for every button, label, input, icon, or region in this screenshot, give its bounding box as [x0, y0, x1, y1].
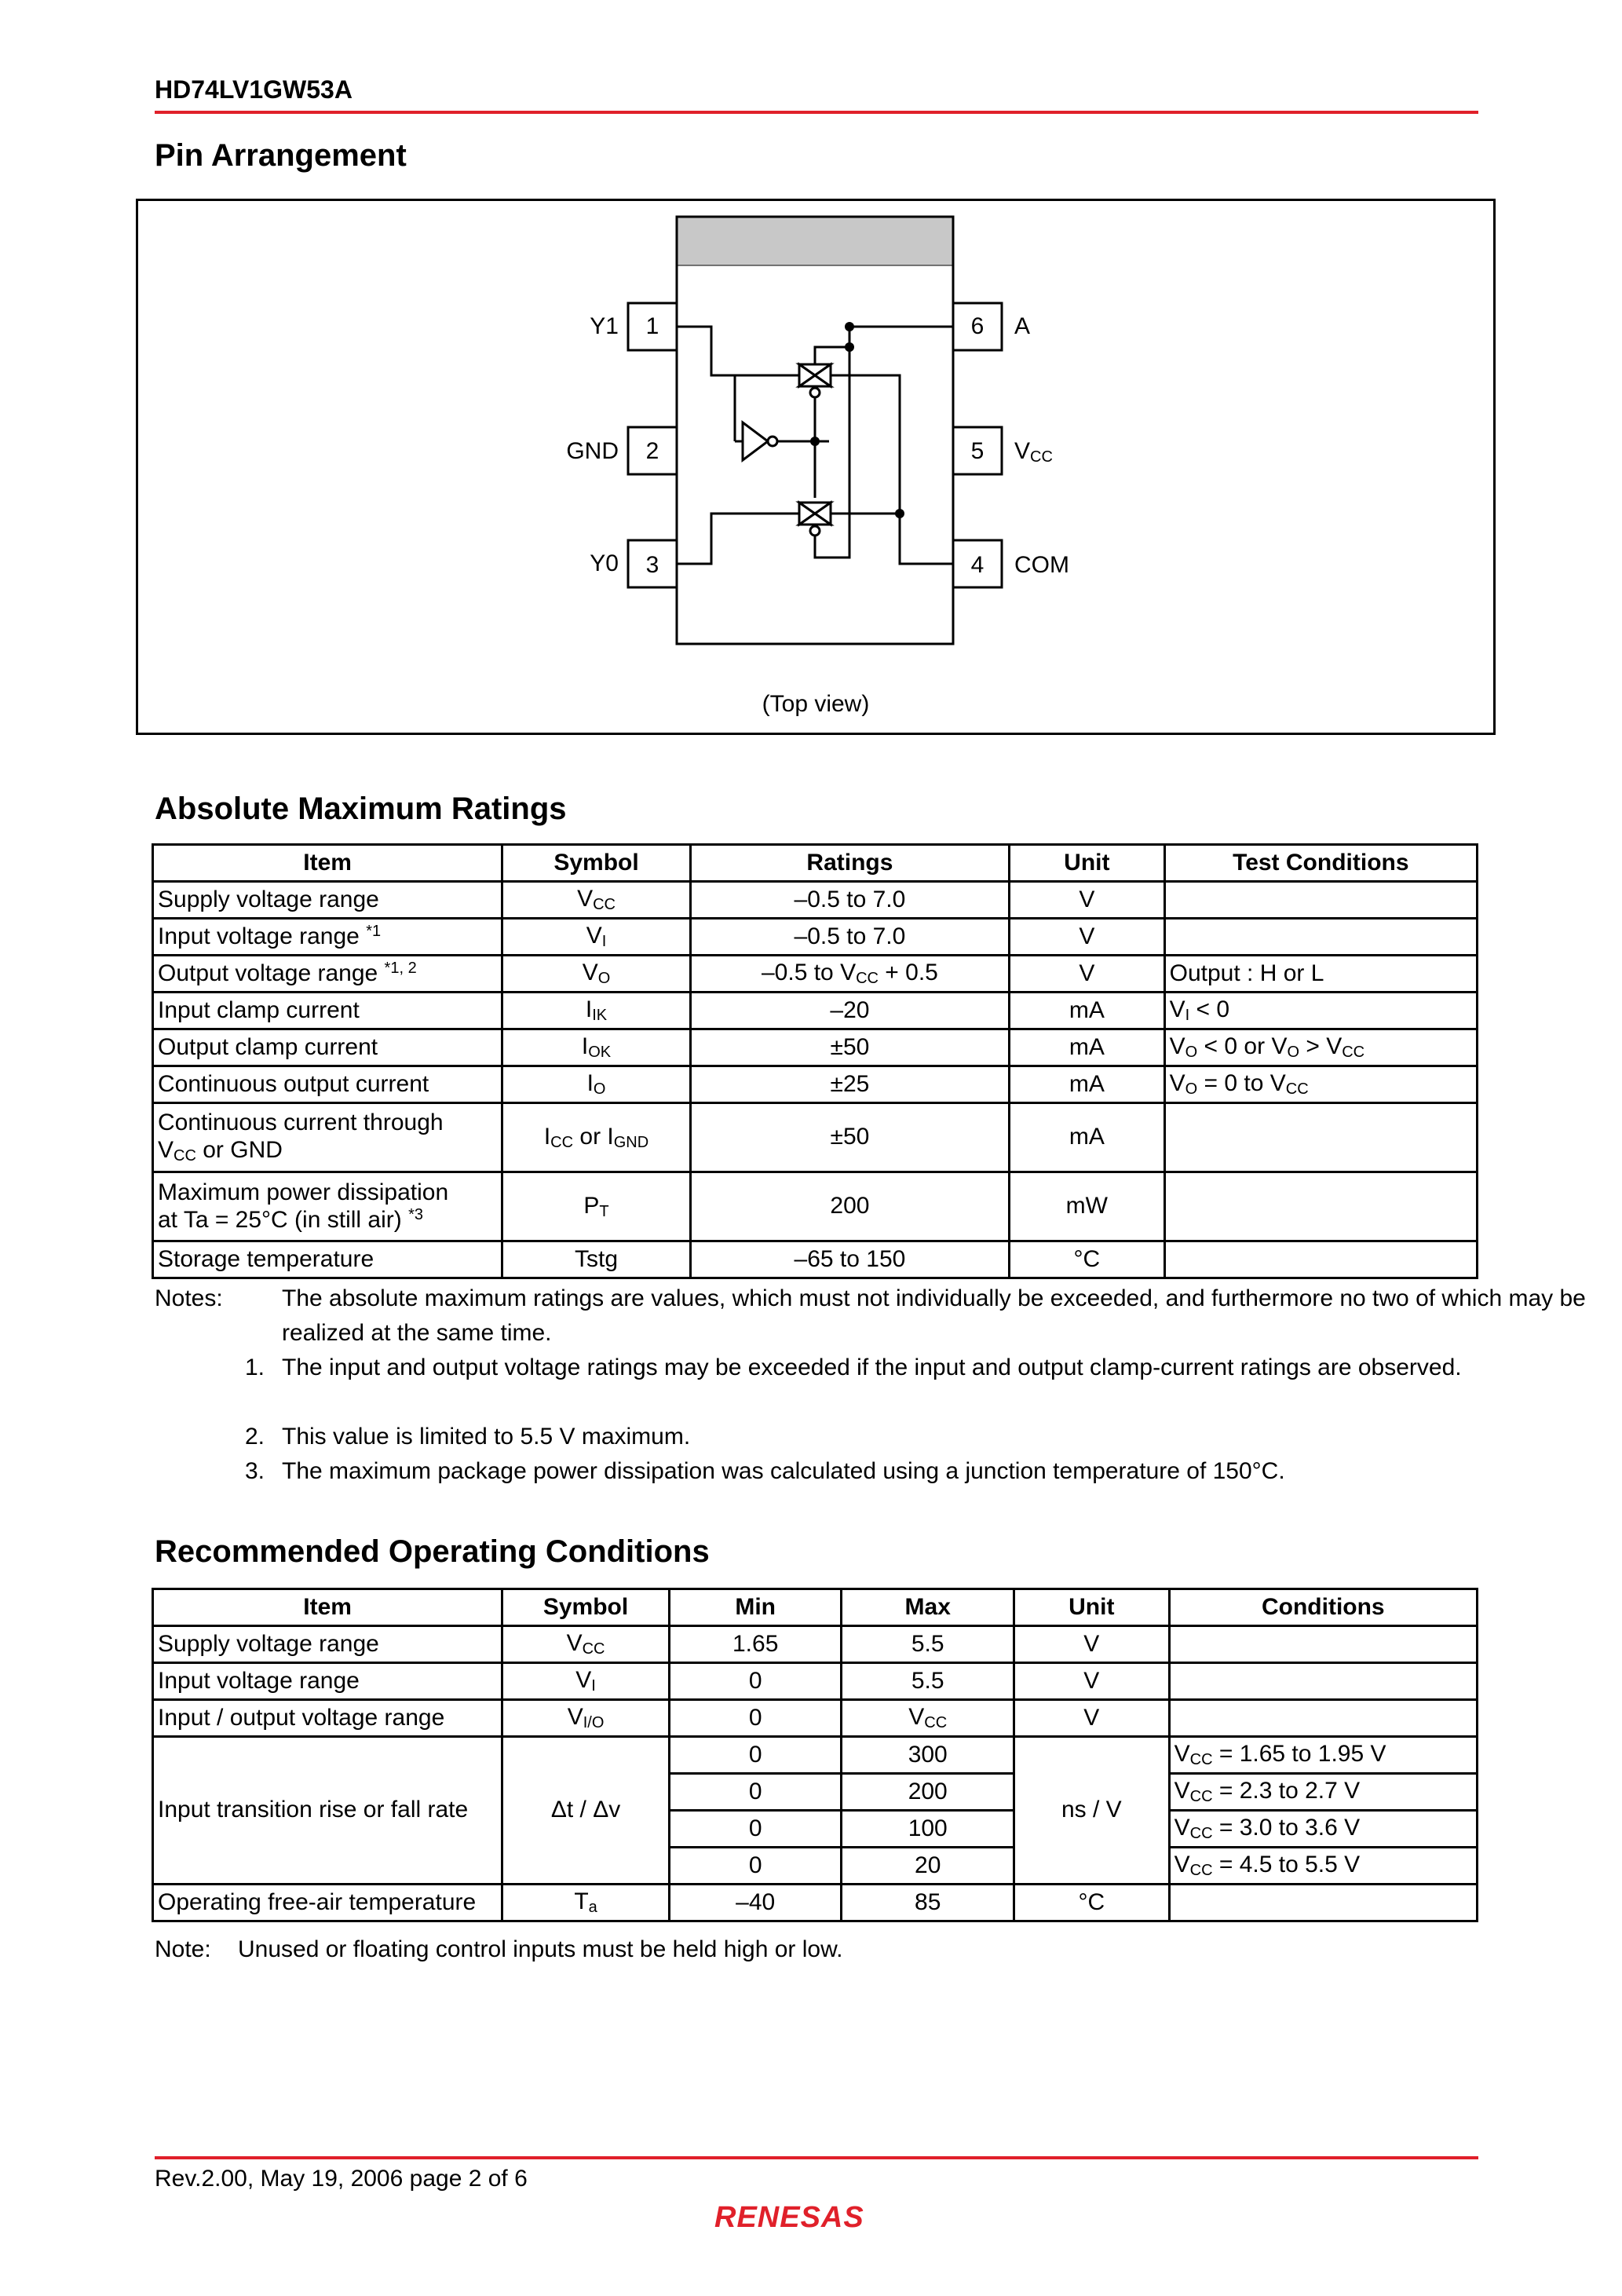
note-number: 3.: [244, 1458, 265, 1484]
table-row: [153, 1066, 1478, 1103]
symbol-cell: Tstg: [502, 1241, 691, 1278]
max-cell: 300: [842, 1737, 1014, 1774]
table-row: [153, 1103, 1478, 1172]
rating-cell: –20: [690, 993, 1009, 1029]
max-cell: 200: [842, 1774, 1014, 1811]
pin-number-6: 6: [970, 313, 985, 339]
item-cell: Input voltage range $^{*1}$: [153, 919, 502, 956]
rating-cell: –0.5 to 7.0: [690, 919, 1009, 956]
rec-op-title: Recommended Operating Conditions: [155, 1534, 710, 1569]
pin-number-5: 5: [970, 438, 985, 464]
symbol-cell: $V_O$: [502, 956, 691, 993]
col-test-conditions: Test Conditions: [1164, 845, 1477, 882]
pin-arrangement-box: [136, 199, 1496, 735]
note-text: The maximum package power dissipation was calculated using a junction temperature of 150°C.: [282, 1458, 1285, 1484]
min-cell: 0: [669, 1663, 842, 1700]
item-cell: Continuous output current: [153, 1066, 502, 1103]
condition-cell: [1169, 1626, 1477, 1663]
logo-text: RENESAS: [714, 2201, 864, 2234]
note-number: 2.: [244, 1424, 265, 1450]
condition-cell: [1164, 919, 1477, 956]
renesas-logo: [714, 2197, 919, 2240]
abs-max-title: Absolute Maximum Ratings: [155, 792, 567, 826]
symbol-cell: $I_{OK}$: [502, 1029, 691, 1066]
note-text: Unused or floating control inputs must be held high or low.: [238, 1936, 843, 1962]
pin-number-4: 4: [970, 552, 985, 578]
col-symbol: Symbol: [502, 1589, 670, 1626]
unit-cell: mA: [1010, 1103, 1165, 1172]
rating-cell: –0.5 to 7.0: [690, 882, 1009, 919]
max-cell: 5.5: [842, 1663, 1014, 1700]
condition-cell: [1164, 1241, 1477, 1278]
pin-label-y0: Y0: [590, 550, 619, 576]
symbol-cell: $T_a$: [502, 1885, 670, 1921]
symbol-cell: $V_{CC}$: [502, 1626, 670, 1663]
rating-cell: ±25: [690, 1066, 1009, 1103]
condition-cell: $V_{CC} = 2.3$ to 2.7 V: [1169, 1774, 1477, 1811]
item-cell: Input clamp current: [153, 993, 502, 1029]
min-cell: –40: [669, 1885, 842, 1921]
header-divider: [155, 111, 1478, 114]
table-header-row: [153, 1589, 1478, 1626]
pin-number-1: 1: [645, 313, 659, 339]
condition-cell: $V_O = 0$ to $V_{CC}$: [1164, 1066, 1477, 1103]
item-cell: Continuous current through $V_{CC}$ or GND: [153, 1103, 502, 1172]
rating-cell: –0.5 to $V_{CC} + 0.5$: [690, 956, 1009, 993]
min-cell: 0: [669, 1737, 842, 1774]
condition-cell: Output : H or L: [1164, 956, 1477, 993]
rec-op-table: [152, 1588, 1478, 1922]
table-header-row: [153, 845, 1478, 882]
table-row: [153, 1029, 1478, 1066]
table-row: [153, 882, 1478, 919]
abs-max-notes: [155, 1281, 1586, 1493]
table-row: [153, 1626, 1478, 1663]
item-cell: Maximum power dissipation at Ta = 25°C (in still air) $^{*3}$: [153, 1172, 502, 1241]
symbol-cell: $P_T$: [502, 1172, 691, 1241]
col-ratings: Ratings: [690, 845, 1009, 882]
item-cell: Operating free-air temperature: [153, 1885, 502, 1921]
abs-max-table: [152, 843, 1478, 1279]
condition-cell: $V_{CC} = 4.5$ to 5.5 V: [1169, 1848, 1477, 1885]
note-label: Note:: [155, 1936, 211, 1962]
unit-cell: V: [1014, 1663, 1170, 1700]
rating-cell: –65 to 150: [690, 1241, 1009, 1278]
condition-cell: [1169, 1700, 1477, 1737]
col-conditions: Conditions: [1169, 1589, 1477, 1626]
pin-number-3: 3: [645, 552, 659, 578]
rating-cell: ±50: [690, 1103, 1009, 1172]
rating-cell: 200: [690, 1172, 1009, 1241]
symbol-cell: $I_O$: [502, 1066, 691, 1103]
table-row: [153, 1737, 1478, 1774]
min-cell: 0: [669, 1811, 842, 1848]
condition-cell: [1164, 882, 1477, 919]
unit-cell: mW: [1010, 1172, 1165, 1241]
item-cell: Supply voltage range: [153, 1626, 502, 1663]
symbol-cell: $I_{IK}$: [502, 993, 691, 1029]
unit-cell: V: [1010, 956, 1165, 993]
notes-intro: The absolute maximum ratings are values, which must not individually be exceeded, and furthermore no two of which may be realized at the same time.: [282, 1285, 1586, 1346]
item-cell: Input transition rise or fall rate: [153, 1737, 502, 1885]
col-item: Item: [153, 845, 502, 882]
col-max: Max: [842, 1589, 1014, 1626]
item-cell: Output voltage range $^{*1, 2}$: [153, 956, 502, 993]
condition-cell: [1169, 1885, 1477, 1921]
unit-cell: V: [1014, 1626, 1170, 1663]
condition-cell: [1164, 1172, 1477, 1241]
symbol-cell: $I_{CC}$ or $I_{GND}$: [502, 1103, 691, 1172]
pin-label-a: A: [1014, 313, 1031, 339]
table-row: [153, 919, 1478, 956]
part-number: HD74LV1GW53A: [155, 75, 353, 104]
item-cell: Input / output voltage range: [153, 1700, 502, 1737]
symbol-cell: Δt / Δv: [502, 1737, 670, 1885]
table-row: [153, 1172, 1478, 1241]
unit-cell: mA: [1010, 1066, 1165, 1103]
symbol-cell: $V_I$: [502, 919, 691, 956]
unit-cell: V: [1014, 1700, 1170, 1737]
table-row: [153, 993, 1478, 1029]
col-item: Item: [153, 1589, 502, 1626]
condition-cell: $V_O < 0$ or $V_O > V_{CC}$: [1164, 1029, 1477, 1066]
table-row: [153, 1241, 1478, 1278]
pin-label-com: COM: [1014, 552, 1069, 578]
table-row: [153, 1700, 1478, 1737]
rating-cell: ±50: [690, 1029, 1009, 1066]
pin-label-y1: Y1: [590, 313, 619, 339]
table-row: [153, 1885, 1478, 1921]
symbol-cell: $V_{CC}$: [502, 882, 691, 919]
footer-divider: [155, 2156, 1478, 2159]
top-view-caption: (Top view): [762, 691, 870, 717]
pin-diagram: [138, 201, 1493, 733]
condition-cell: $V_{CC} = 1.65$ to 1.95 V: [1169, 1737, 1477, 1774]
notes-label: Notes:: [155, 1285, 223, 1311]
max-cell: 100: [842, 1811, 1014, 1848]
unit-cell: ns / V: [1014, 1737, 1170, 1885]
footer-revision: Rev.2.00, May 19, 2006 page 2 of 6: [155, 2166, 528, 2192]
unit-cell: mA: [1010, 993, 1165, 1029]
condition-cell: $V_I < 0$: [1164, 993, 1477, 1029]
min-cell: 1.65: [669, 1626, 842, 1663]
item-cell: Supply voltage range: [153, 882, 502, 919]
note-number: 1.: [244, 1355, 265, 1380]
symbol-cell: $V_I$: [502, 1663, 670, 1700]
unit-cell: V: [1010, 882, 1165, 919]
condition-cell: $V_{CC} = 3.0$ to 3.6 V: [1169, 1811, 1477, 1848]
note-text: This value is limited to 5.5 V maximum.: [282, 1424, 691, 1450]
item-cell: Input voltage range: [153, 1663, 502, 1700]
pin-label-gnd: GND: [566, 438, 619, 464]
table-row: [153, 1663, 1478, 1700]
pin-arrangement-title: Pin Arrangement: [155, 138, 407, 173]
table-row: [153, 956, 1478, 993]
min-cell: 0: [669, 1700, 842, 1737]
unit-cell: mA: [1010, 1029, 1165, 1066]
condition-cell: [1169, 1663, 1477, 1700]
col-unit: Unit: [1014, 1589, 1170, 1626]
pin-number-2: 2: [645, 438, 659, 464]
min-cell: 0: [669, 1774, 842, 1811]
item-cell: Output clamp current: [153, 1029, 502, 1066]
max-cell: 20: [842, 1848, 1014, 1885]
max-cell: $V_{CC}$: [842, 1700, 1014, 1737]
min-cell: 0: [669, 1848, 842, 1885]
max-cell: 5.5: [842, 1626, 1014, 1663]
unit-cell: °C: [1010, 1241, 1165, 1278]
symbol-cell: $V_{I/O}$: [502, 1700, 670, 1737]
unit-cell: °C: [1014, 1885, 1170, 1921]
rec-op-note: [155, 1932, 1481, 1967]
pin-label-vcc: $V_{CC}$: [1014, 438, 1053, 466]
condition-cell: [1164, 1103, 1477, 1172]
note-text: The input and output voltage ratings may be exceeded if the input and output clamp-current ratings are observed.: [282, 1355, 1462, 1380]
unit-cell: V: [1010, 919, 1165, 956]
max-cell: 85: [842, 1885, 1014, 1921]
item-cell: Storage temperature: [153, 1241, 502, 1278]
col-unit: Unit: [1010, 845, 1165, 882]
col-symbol: Symbol: [502, 845, 691, 882]
col-min: Min: [669, 1589, 842, 1626]
